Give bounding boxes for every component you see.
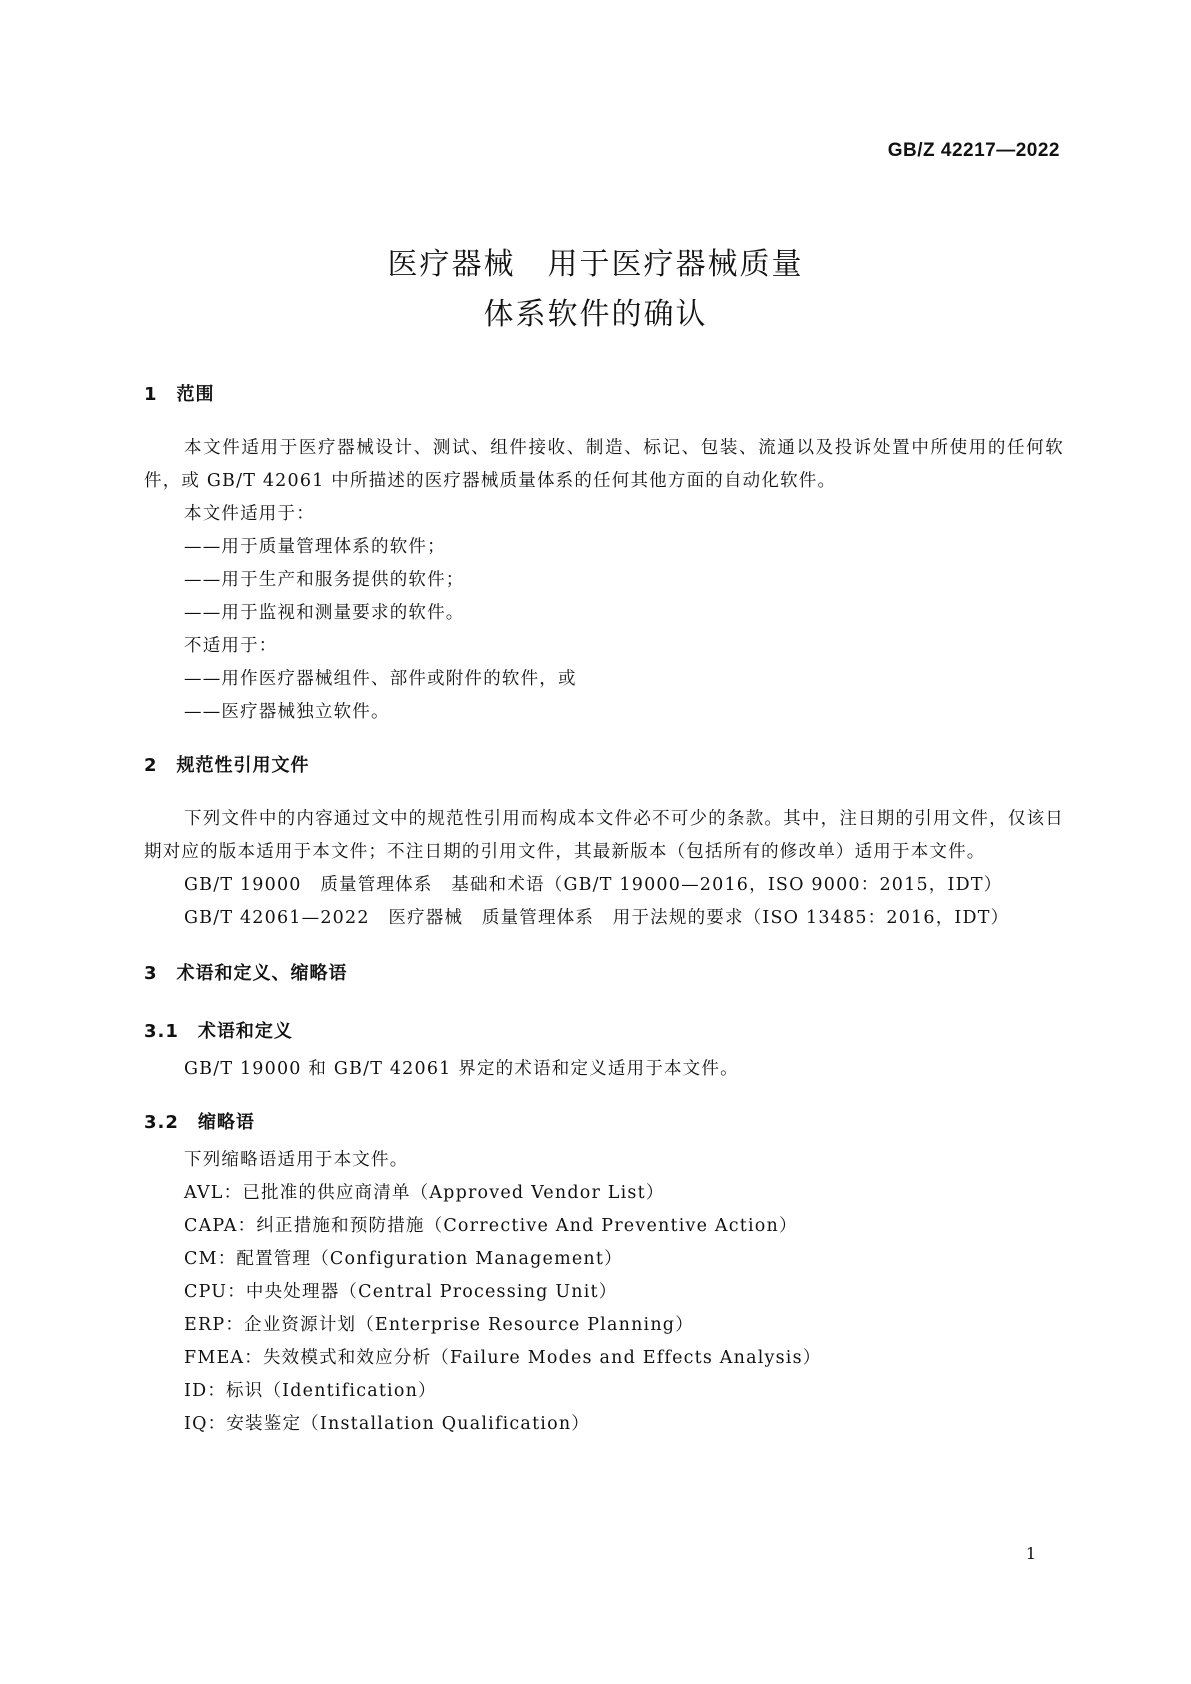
- abbreviation-item: ID：标识（Identification）: [184, 1381, 437, 1401]
- not-applies-intro: 不适用于：: [184, 636, 278, 656]
- section-3-2-heading: 3.2 缩略语: [144, 1112, 255, 1133]
- title-line-2: 体系软件的确认: [483, 297, 708, 332]
- not-applies-item: ——医疗器械独立软件。: [184, 702, 390, 722]
- title-line-1: 医疗器械 用于医疗器械质量: [387, 247, 804, 282]
- abbreviation-item: IQ：安装鉴定（Installation Qualification）: [184, 1414, 591, 1434]
- applies-item: ——用于质量管理体系的软件；: [184, 537, 446, 557]
- applies-item: ——用于生产和服务提供的软件；: [184, 570, 465, 590]
- section-3-1-text: GB/T 19000 和 GB/T 42061 界定的术语和定义适用于本文件。: [184, 1059, 739, 1079]
- not-applies-item: ——用作医疗器械组件、部件或附件的软件，或: [184, 669, 577, 689]
- section-2-paragraph: 下列文件中的内容通过文中的规范性引用而构成本文件必不可少的条款。其中，注日期的引用文件，仅该日期对应的版本适用于本文件；不注日期的引用文件，其最新版本（包括所有的修改单）适用于本文件。: [144, 809, 1064, 862]
- normative-reference: GB/T 42061—2022 医疗器械 质量管理体系 用于法规的要求（ISO 13485：2016，IDT）: [184, 908, 1010, 928]
- applies-intro: 本文件适用于：: [184, 504, 315, 524]
- page-number: 1: [1025, 1544, 1036, 1563]
- normative-reference: GB/T 19000 质量管理体系 基础和术语（GB/T 19000—2016，ISO 9000：2015，IDT）: [184, 875, 1003, 895]
- section-3-heading: 3 术语和定义、缩略语: [144, 963, 348, 984]
- document-body: [144, 380, 1064, 1441]
- standard-code: GB/Z 42217—2022: [887, 140, 1060, 161]
- abbreviation-item: FMEA：失效模式和效应分析（Failure Modes and Effects Analysis）: [184, 1348, 822, 1368]
- section-1-heading: 1 范围: [144, 384, 215, 405]
- section-3-1-heading: 3.1 术语和定义: [144, 1021, 293, 1042]
- abbreviation-item: AVL：已批准的供应商清单（Approved Vendor List）: [184, 1183, 665, 1203]
- applies-item: ——用于监视和测量要求的软件。: [184, 603, 465, 623]
- section-1-paragraph: 本文件适用于医疗器械设计、测试、组件接收、制造、标记、包装、流通以及投诉处置中所使用的任何软件，或 GB/T 42061 中所描述的医疗器械质量体系的任何其他方面的自动化软件。: [144, 438, 1064, 491]
- abbreviations-intro: 下列缩略语适用于本文件。: [184, 1150, 409, 1170]
- section-2-heading: 2 规范性引用文件: [144, 755, 310, 776]
- abbreviation-item: CAPA：纠正措施和预防措施（Corrective And Preventive Action）: [184, 1216, 798, 1236]
- abbreviation-item: CM：配置管理（Configuration Management）: [184, 1249, 623, 1269]
- document-title: [0, 240, 1191, 340]
- abbreviation-item: ERP：企业资源计划（Enterprise Resource Planning）: [184, 1315, 694, 1335]
- abbreviation-item: CPU：中央处理器（Central Processing Unit）: [184, 1282, 618, 1302]
